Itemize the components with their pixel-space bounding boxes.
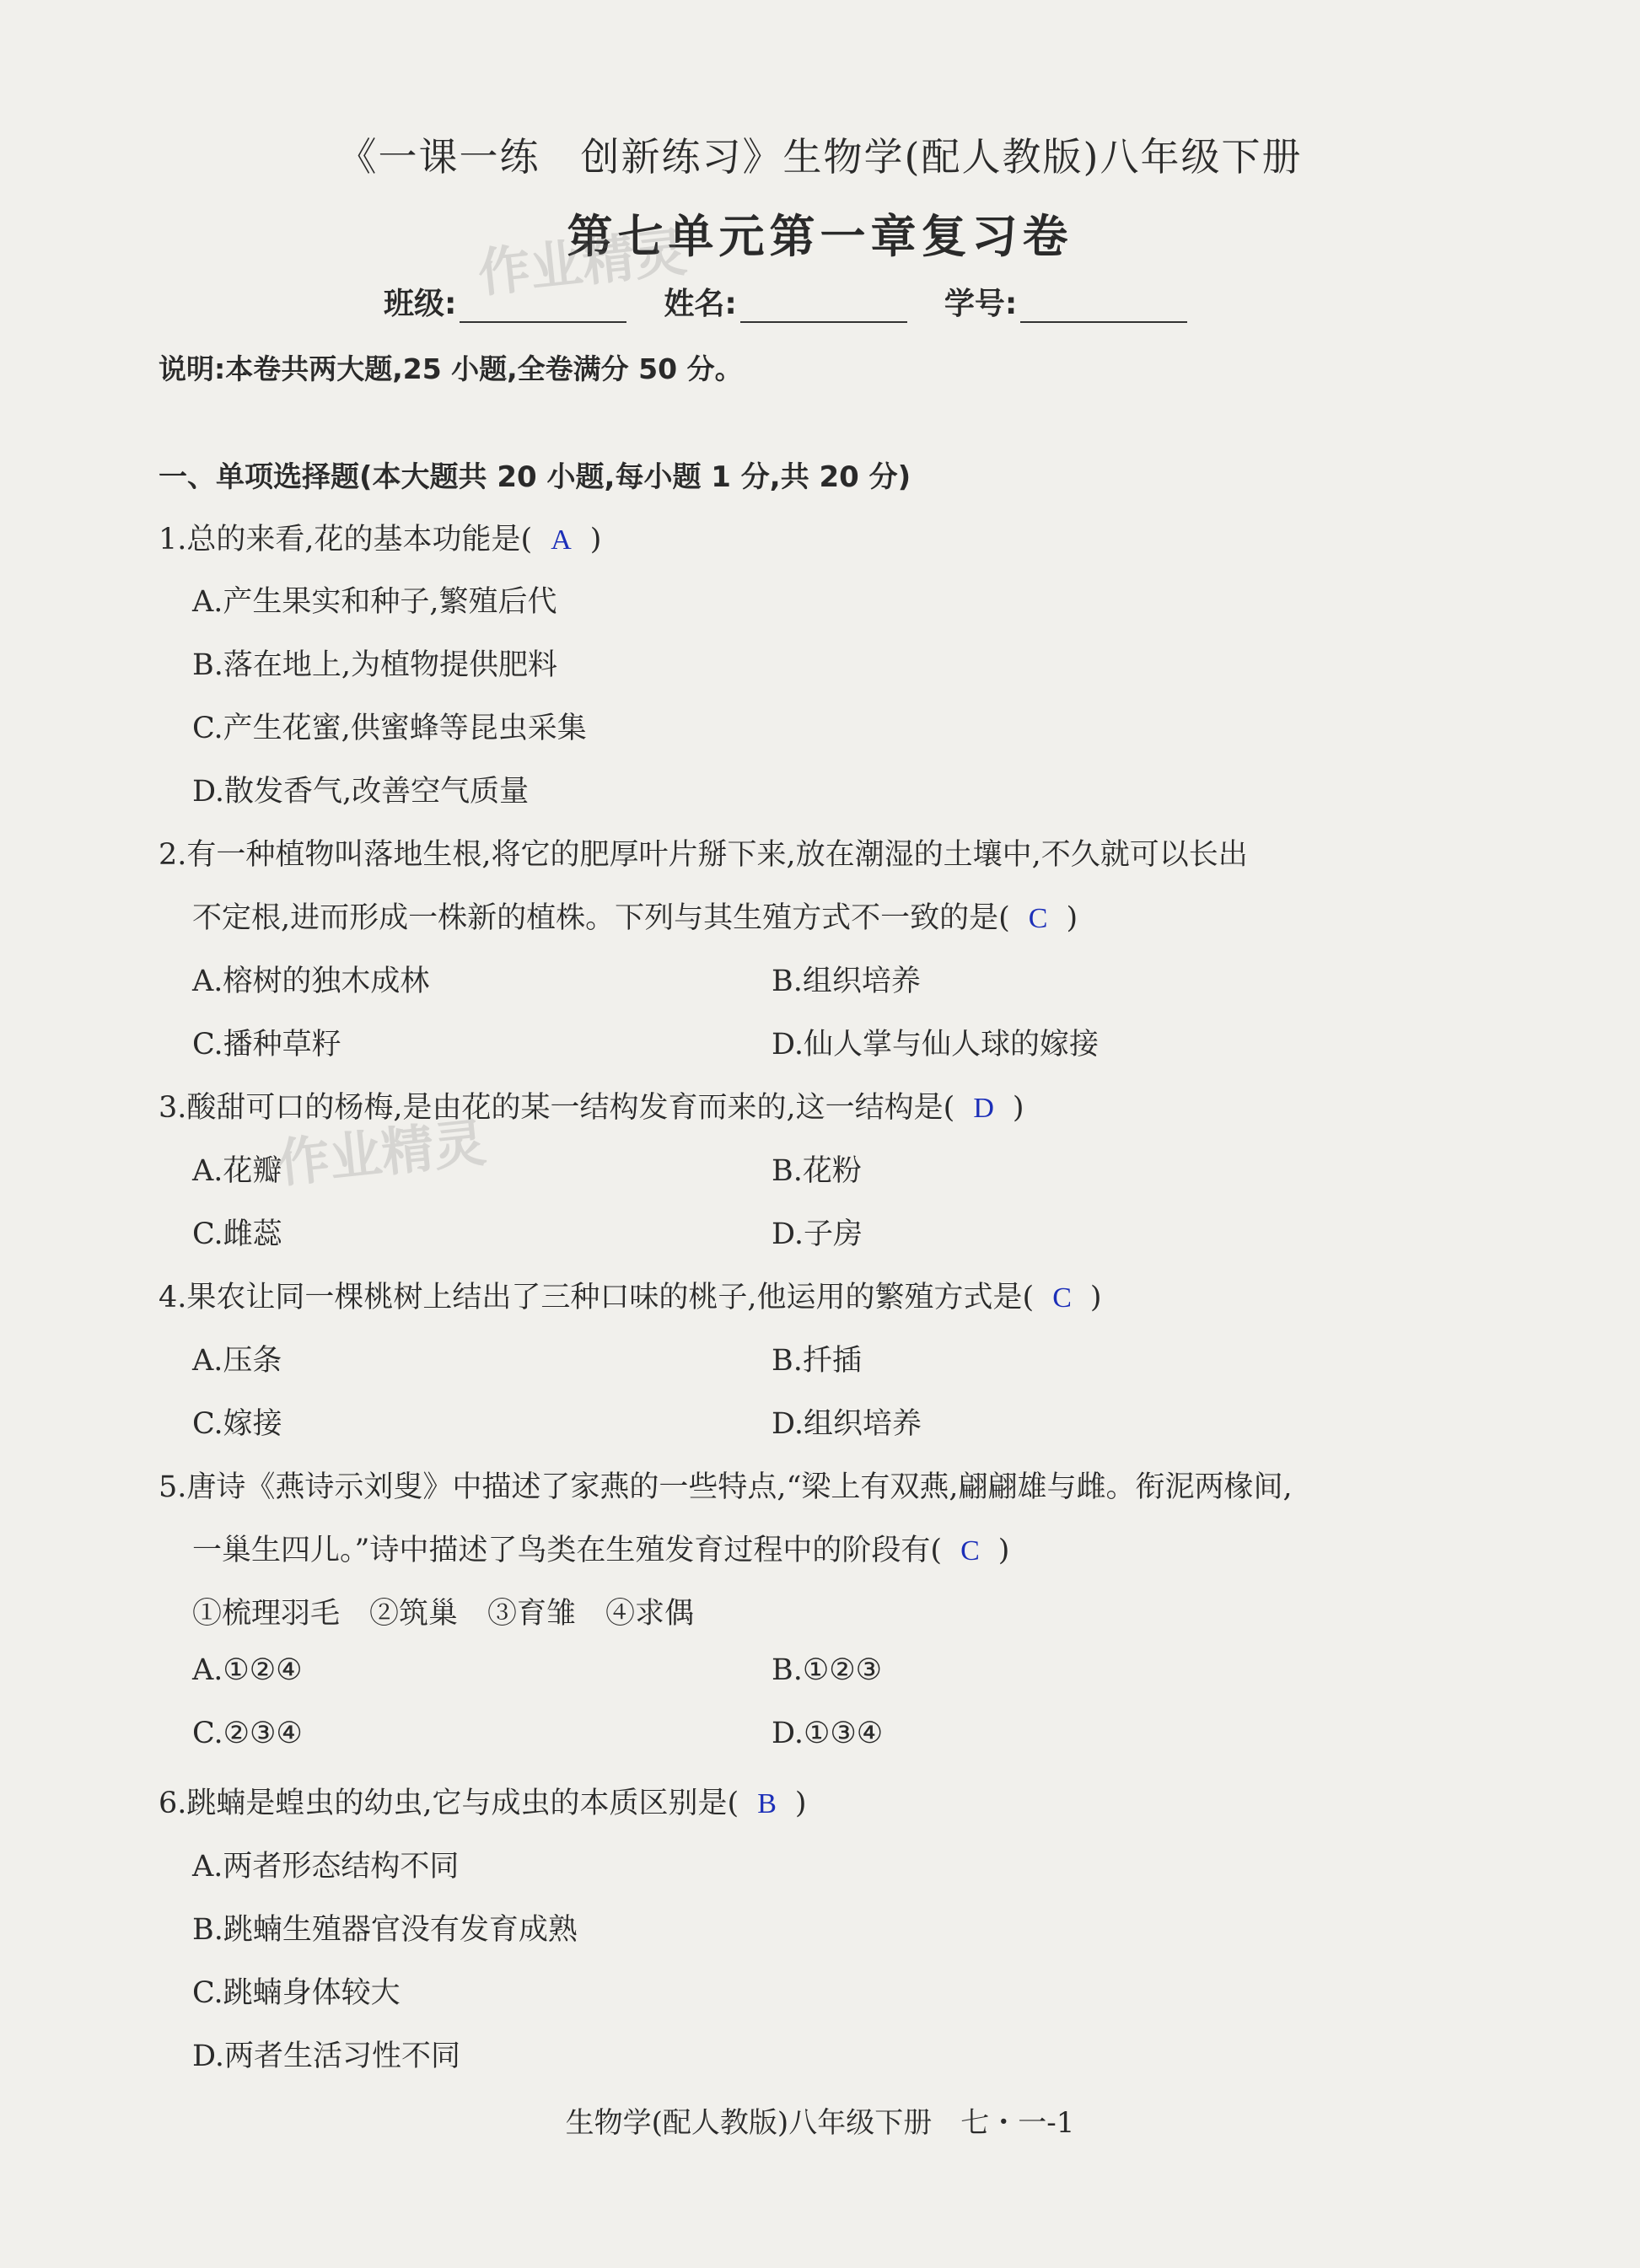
- question-4-option-b: B.扦插: [772, 1344, 862, 1378]
- answer-mark: C: [960, 1535, 980, 1567]
- question-1-option-a: A.产生果实和种子,繁殖后代: [192, 585, 557, 619]
- class-field: [384, 280, 626, 323]
- question-1-option-c: C.产生花蜜,供蜜蜂等昆虫采集: [192, 712, 587, 745]
- question-1-option-d: D.散发香气,改善空气质量: [192, 775, 530, 809]
- answer-mark: B: [757, 1788, 777, 1819]
- answer-mark: D: [973, 1093, 994, 1124]
- question-4-option-c: C.嫁接: [192, 1407, 282, 1441]
- question-2-option-a: A.榕树的独木成林: [192, 965, 430, 998]
- question-5-stem-line-1: 5.唐诗《燕诗示刘叟》中描述了家燕的一些特点,“梁上有双燕,翩翩雄与雌。衔泥两椽间,: [159, 1470, 1293, 1504]
- question-3-option-d: D.子房: [772, 1217, 863, 1251]
- student-info-row: [384, 280, 1224, 323]
- class-label: 班级:: [384, 287, 457, 321]
- question-1-stem: 1.总的来看,花的基本功能是( A ): [159, 523, 602, 556]
- question-6-option-b: B.跳蝻生殖器官没有发育成熟: [192, 1913, 578, 1947]
- question-4-option-d: D.组织培养: [772, 1407, 922, 1441]
- question-6-stem: 6.跳蝻是蝗虫的幼虫,它与成虫的本质区别是( B ): [159, 1787, 807, 1820]
- answer-mark: C: [1028, 903, 1048, 934]
- question-3-option-c: C.雌蕊: [192, 1217, 282, 1251]
- question-5-option-a: A.①②④: [192, 1653, 303, 1687]
- number-field: [944, 280, 1187, 323]
- question-1-option-b: B.落在地上,为植物提供肥料: [192, 648, 557, 682]
- question-5-option-d: D.①③④: [772, 1717, 884, 1750]
- watermark: 作业精灵: [274, 1111, 489, 1195]
- page-footer: 生物学(配人教版)八年级下册 七・一-1: [565, 2106, 1075, 2140]
- question-4-stem: 4.果农让同一棵桃树上结出了三种口味的桃子,他运用的繁殖方式是( C ): [159, 1281, 1102, 1314]
- book-title: 《一课一练 创新练习》生物学(配人教版)八年级下册: [337, 134, 1303, 180]
- question-3-stem: 3.酸甜可口的杨梅,是由花的某一结构发育而来的,这一结构是( D ): [159, 1091, 1024, 1125]
- section-title: 一、单项选择题(本大题共 20 小题,每小题 1 分,共 20 分): [159, 460, 911, 494]
- name-blank[interactable]: [740, 293, 907, 323]
- question-6-option-d: D.两者生活习性不同: [192, 2040, 460, 2073]
- question-6-option-a: A.两者形态结构不同: [192, 1850, 460, 1884]
- name-label: 姓名:: [664, 287, 737, 321]
- question-5-sub-items: ①梳理羽毛 ②筑巢 ③育雏 ④求偶: [192, 1597, 695, 1631]
- question-2-option-c: C.播种草籽: [192, 1028, 341, 1061]
- number-blank[interactable]: [1020, 293, 1187, 323]
- number-label: 学号:: [944, 287, 1018, 321]
- question-2-option-b: B.组织培养: [772, 965, 921, 998]
- question-5-stem-line-2: 一巢生四儿。”诗中描述了鸟类在生殖发育过程中的阶段有( C ): [192, 1534, 1010, 1567]
- answer-mark: C: [1052, 1282, 1072, 1314]
- question-6-option-c: C.跳蝻身体较大: [192, 1976, 401, 2010]
- question-2-option-d: D.仙人掌与仙人球的嫁接: [772, 1028, 1099, 1061]
- answer-mark: A: [551, 524, 572, 556]
- question-2-stem-line-1: 2.有一种植物叫落地生根,将它的肥厚叶片掰下来,放在潮湿的土壤中,不久就可以长出: [159, 838, 1248, 872]
- exam-note: 说明:本卷共两大题,25 小题,全卷满分 50 分。: [159, 352, 743, 385]
- question-3-option-b: B.花粉: [772, 1154, 862, 1188]
- question-5-option-b: B.①②③: [772, 1653, 882, 1687]
- question-2-stem-line-2: 不定根,进而形成一株新的植株。下列与其生殖方式不一致的是( C ): [192, 901, 1078, 935]
- name-field: [664, 280, 906, 323]
- paper-title: 第七单元第一章复习卷: [567, 210, 1073, 263]
- question-4-option-a: A.压条: [192, 1344, 282, 1378]
- question-3-option-a: A.花瓣: [192, 1154, 282, 1188]
- class-blank[interactable]: [460, 293, 626, 323]
- watermark: 作业精灵: [475, 221, 690, 304]
- question-5-option-c: C.②③④: [192, 1717, 303, 1750]
